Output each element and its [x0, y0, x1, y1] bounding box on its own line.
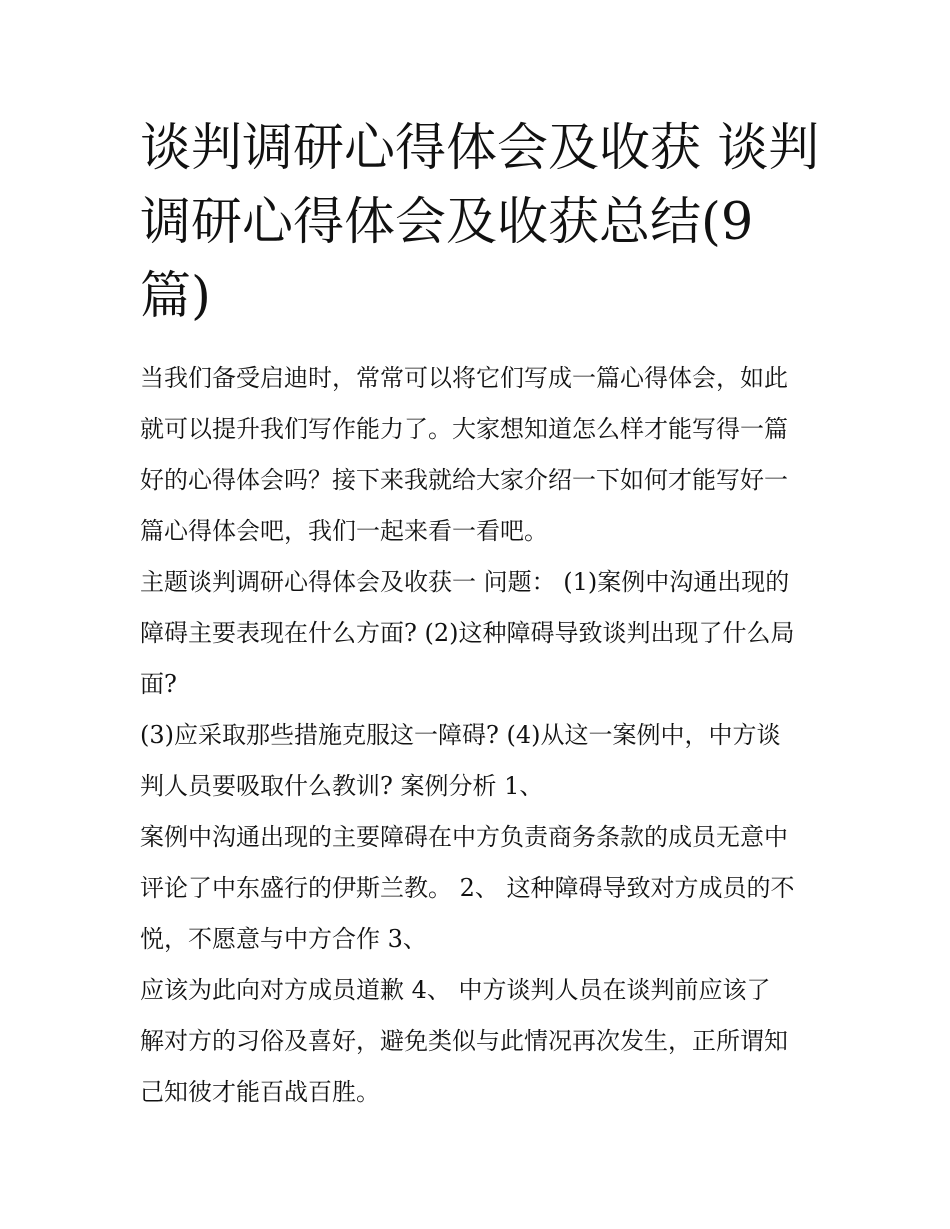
- case-conclusion-paragraph: [140, 965, 830, 1118]
- title-line: 谈判调研心得体会及收获 谈判: [140, 119, 820, 178]
- text-line: 解对方的习俗及喜好，避免类似与此情况再次发生，正所谓知: [140, 1027, 788, 1055]
- text-line: 己知彼才能百战百胜。: [140, 1078, 380, 1106]
- text-line: 当我们备受启迪时，常常可以将它们写成一篇心得体会，如此: [140, 364, 788, 392]
- topic-questions-paragraph: [140, 557, 830, 710]
- document-title: [140, 112, 830, 334]
- intro-paragraph: [140, 353, 830, 557]
- text-line: 应该为此向对方成员道歉 4、 中方谈判人员在谈判前应该了: [140, 976, 771, 1004]
- case-analysis-paragraph: [140, 812, 830, 965]
- text-line: 判人员要吸取什么教训? 案例分析 1、: [140, 772, 544, 800]
- text-line: 篇心得体会吧，我们一起来看一看吧。: [140, 517, 548, 545]
- text-line: 障碍主要表现在什么方面? (2)这种障碍导致谈判出现了什么局: [140, 619, 795, 647]
- title-line: 调研心得体会及收获总结(9: [140, 193, 754, 252]
- text-line: 悦，不愿意与中方合作 3、: [140, 925, 427, 953]
- text-line: (3)应采取那些措施克服这一障碍? (4)从这一案例中，中方谈: [140, 721, 781, 749]
- text-line: 案例中沟通出现的主要障碍在中方负责商务条款的成员无意中: [140, 823, 788, 851]
- text-line: 好的心得体会吗？接下来我就给大家介绍一下如何才能写好一: [140, 466, 788, 494]
- text-line: 就可以提升我们写作能力了。大家想知道怎么样才能写得一篇: [140, 415, 788, 443]
- title-line: 篇): [140, 267, 211, 326]
- text-line: 面?: [140, 670, 177, 698]
- text-line: 主题谈判调研心得体会及收获一 问题： (1)案例中沟通出现的: [140, 568, 790, 596]
- text-line: 评论了中东盛行的伊斯兰教。 2、 这种障碍导致对方成员的不: [140, 874, 795, 902]
- measures-questions-paragraph: [140, 710, 830, 812]
